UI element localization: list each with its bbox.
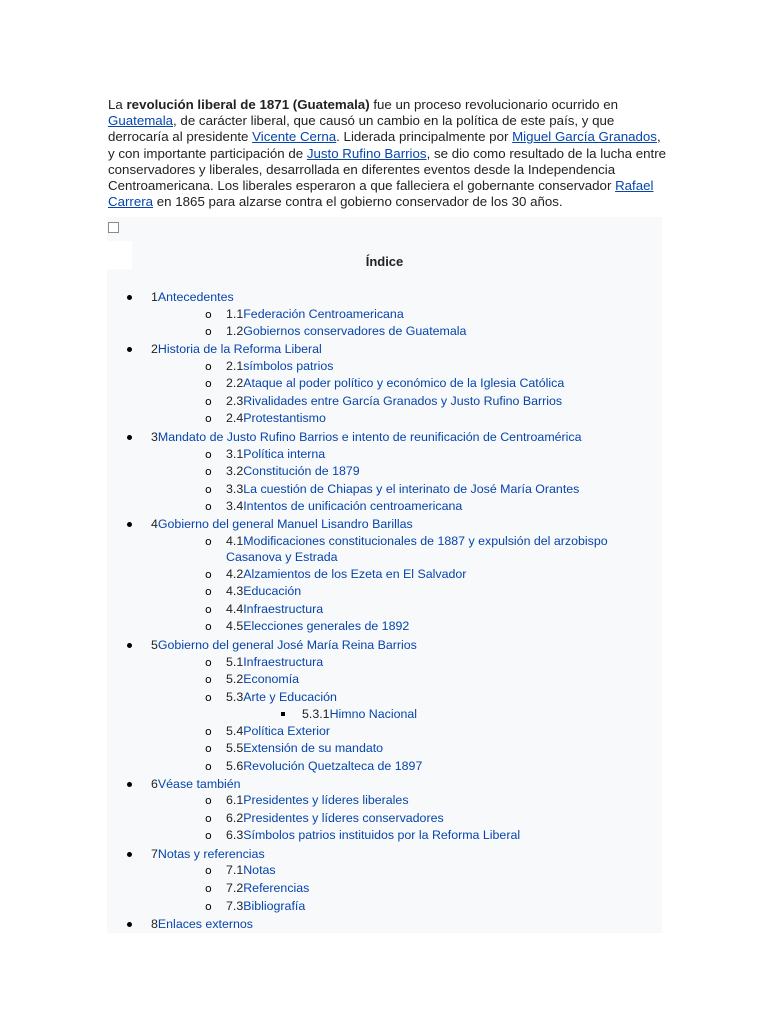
intro-paragraph xyxy=(108,97,668,210)
toc-item[interactable] xyxy=(226,810,444,826)
bullet-icon: o xyxy=(205,829,212,842)
bullet-icon: o xyxy=(205,656,212,669)
bullet-icon xyxy=(127,852,132,857)
bullet-icon xyxy=(127,435,132,440)
toc-item-number: 2.3 xyxy=(226,394,244,408)
toc-item[interactable] xyxy=(226,358,333,374)
bullet-icon xyxy=(281,712,285,716)
toc-item-number: 5.2 xyxy=(226,672,244,686)
toc-item[interactable] xyxy=(226,446,325,462)
bullet-icon: o xyxy=(205,325,212,338)
toc-item[interactable] xyxy=(226,898,305,914)
toc-item-link[interactable]: Política Exterior xyxy=(243,724,330,738)
bullet-icon: o xyxy=(205,535,212,548)
toc-item[interactable] xyxy=(226,740,383,756)
toc-item-link[interactable]: Presidentes y líderes liberales xyxy=(243,793,409,807)
toc-item[interactable] xyxy=(151,916,253,932)
bullet-icon: o xyxy=(205,377,212,390)
link-vicente-cerna[interactable]: Vicente Cerna xyxy=(252,129,337,145)
toc-item[interactable] xyxy=(226,498,462,514)
toc-item[interactable] xyxy=(226,566,466,582)
toc-item[interactable] xyxy=(151,289,234,305)
toc-item[interactable] xyxy=(226,306,404,322)
toc-item-link[interactable]: Federación Centroamericana xyxy=(243,307,404,321)
toc-item-number: 3 xyxy=(151,430,158,444)
toc-item-link[interactable]: Notas xyxy=(243,863,276,877)
bullet-icon xyxy=(127,782,132,787)
toc-item-link[interactable]: Arte y Educación xyxy=(243,690,337,704)
toc-item-link[interactable]: Rivalidades entre García Granados y Justo Rufino Barrios xyxy=(243,394,563,408)
intro-text: . Liderada principalmente por xyxy=(336,129,513,145)
toc-item[interactable] xyxy=(226,481,579,497)
toc-item-link[interactable]: Presidentes y líderes conservadores xyxy=(243,811,444,825)
link-miguel-garcia-granados[interactable]: Miguel García Granados xyxy=(512,129,657,145)
link-guatemala[interactable]: Guatemala xyxy=(108,113,174,129)
toc-item[interactable] xyxy=(226,827,520,843)
bullet-icon: o xyxy=(205,308,212,321)
intro-text: fue un proceso revolucionario ocurrido en xyxy=(369,97,618,112)
toc-item[interactable] xyxy=(151,429,582,445)
toc-item-link[interactable]: símbolos patrios xyxy=(243,359,334,373)
toc-item[interactable] xyxy=(151,637,417,653)
bullet-icon: o xyxy=(205,691,212,704)
bullet-icon: o xyxy=(205,794,212,807)
toc-item-number: 8 xyxy=(151,917,158,931)
toc-item-link[interactable]: Revolución Quetzalteca de 1897 xyxy=(243,759,423,773)
toc-item-link[interactable]: Historia de la Reforma Liberal xyxy=(157,342,322,356)
toc-item-number: 4.3 xyxy=(226,584,244,598)
toc-item-link[interactable]: Ataque al poder político y económico de la Iglesia Católica xyxy=(243,376,565,390)
toc-item-number: 1 xyxy=(151,290,158,304)
toc-item-number: 4.2 xyxy=(226,567,244,581)
toc-item-number: 6.3 xyxy=(226,828,244,842)
toc-item[interactable] xyxy=(226,393,562,409)
bullet-icon: o xyxy=(205,742,212,755)
bullet-icon xyxy=(127,347,132,352)
bullet-icon: o xyxy=(205,500,212,513)
toc-item-number: 5.1 xyxy=(226,655,244,669)
bullet-icon: o xyxy=(205,900,212,913)
toc-item[interactable] xyxy=(226,654,323,670)
intro-text: , se dio como resultado de la lucha entre conservadores y liberales, desarrollada en diferentes eventos desde la Independencia Centroamericana. Los liberales esperaron a que falleciera el gobernante conservador xyxy=(108,145,667,194)
toc-item-number: 6.1 xyxy=(226,793,244,807)
toc-item-number: 5.3 xyxy=(226,690,244,704)
intro-text: en 1865 para alzarse contra el gobierno conservador de los 30 años. xyxy=(153,194,563,210)
toc-item-link[interactable]: Enlaces externos xyxy=(157,917,253,931)
toc-item[interactable] xyxy=(226,583,301,599)
bullet-icon: o xyxy=(205,412,212,425)
bullet-icon: o xyxy=(205,603,212,616)
toc-item-number: 5.5 xyxy=(226,741,244,755)
toc-item-number: 4.5 xyxy=(226,619,244,633)
toc-item-link[interactable]: Elecciones generales de 1892 xyxy=(243,619,410,633)
toc-item[interactable] xyxy=(226,723,330,739)
toc-item-link[interactable]: Gobiernos conservadores de Guatemala xyxy=(243,324,467,338)
toc-item-number: 5 xyxy=(151,638,158,652)
toc-item[interactable] xyxy=(226,792,409,808)
toc-item-link[interactable]: Antecedentes xyxy=(157,290,234,304)
bullet-icon: o xyxy=(205,620,212,633)
bullet-icon: o xyxy=(205,360,212,373)
intro-text: , y con importante participación de xyxy=(108,129,661,161)
toc-item-link[interactable]: Educación xyxy=(243,584,302,598)
bullet-icon: o xyxy=(205,760,212,773)
toc-item-number: 4 xyxy=(151,517,158,531)
bullet-icon: o xyxy=(205,395,212,408)
toc-item-number: 3.2 xyxy=(226,464,244,478)
toc-item-link[interactable]: Modificaciones constitucionales de 1887 y expulsión del arzobispo xyxy=(243,534,608,548)
toc-item-number: 7.2 xyxy=(226,881,244,895)
toc-item-link[interactable]: Infraestructura xyxy=(243,602,324,616)
toc-item[interactable] xyxy=(226,463,360,479)
toc-item[interactable] xyxy=(226,862,276,878)
toc-item[interactable] xyxy=(226,671,299,687)
toc-item[interactable] xyxy=(302,706,417,722)
toc-item-number: 2.2 xyxy=(226,376,244,390)
bullet-icon xyxy=(127,643,132,648)
toc-item-number: 4.1 xyxy=(226,534,244,548)
toc-item-link[interactable]: Alzamientos de los Ezeta en El Salvador xyxy=(243,567,467,581)
toc-item[interactable] xyxy=(226,601,323,617)
toc-item-link[interactable]: Referencias xyxy=(243,881,310,895)
toc-item-link[interactable]: Himno Nacional xyxy=(329,707,418,721)
toc-item[interactable] xyxy=(226,375,564,391)
toc-item-number: 6 xyxy=(151,777,158,791)
link-rafael-carrera[interactable]: Rafael Carrera xyxy=(108,178,654,210)
toc-item[interactable] xyxy=(151,341,322,357)
bullet-icon: o xyxy=(205,585,212,598)
bullet-icon xyxy=(127,522,132,527)
bullet-icon: o xyxy=(205,673,212,686)
bullet-icon xyxy=(127,922,132,927)
toc-item-number: 7.1 xyxy=(226,863,244,877)
toc-item-link[interactable]: Intentos de unificación centroamericana xyxy=(243,499,463,513)
toc-item[interactable] xyxy=(226,533,608,565)
bullet-icon xyxy=(127,295,132,300)
toc-item-number: 6.2 xyxy=(226,811,244,825)
toc-item-link[interactable]: Símbolos patrios instituidos por la Reforma Liberal xyxy=(243,828,521,842)
toc-item-link[interactable]: Protestantismo xyxy=(243,411,326,425)
toc-toggle-checkbox[interactable] xyxy=(108,222,119,233)
toc-item[interactable] xyxy=(226,618,409,634)
toc-item-link[interactable]: Gobierno del general José María Reina Barrios xyxy=(157,638,417,652)
toc-item-number: 7.3 xyxy=(226,899,244,913)
toc-item-link[interactable]: Economía xyxy=(243,672,300,686)
toc-item-link[interactable]: Mandato de Justo Rufino Barrios e intento de reunificación de Centroamérica xyxy=(157,430,582,444)
toc-item-number: 3.4 xyxy=(226,499,244,513)
bullet-icon: o xyxy=(205,448,212,461)
toc-item-link[interactable]: Infraestructura xyxy=(243,655,324,669)
bullet-icon: o xyxy=(205,882,212,895)
toc-item[interactable] xyxy=(226,880,309,896)
link-justo-rufino-barrios[interactable]: Justo Rufino Barrios xyxy=(306,145,427,161)
toc-item-number: 7 xyxy=(151,847,158,861)
toc-item-number: 5.4 xyxy=(226,724,244,738)
toc-item-link[interactable]: Notas y referencias xyxy=(157,847,265,861)
bullet-icon: o xyxy=(205,465,212,478)
bullet-icon: o xyxy=(205,864,212,877)
toc-item-number: 2.1 xyxy=(226,359,244,373)
toc-item-number: 5.6 xyxy=(226,759,244,773)
intro-text: , de carácter liberal, que causó un cambio en la política de este país, y que derrocaría al presidente xyxy=(108,113,615,145)
bullet-icon: o xyxy=(205,483,212,496)
toc-item-number: 2.4 xyxy=(226,411,244,425)
bullet-icon: o xyxy=(205,568,212,581)
bullet-icon: o xyxy=(205,725,212,738)
toc-item-number: 2 xyxy=(151,342,158,356)
toc-item-link[interactable]: Constitución de 1879 xyxy=(243,464,360,478)
toc-item[interactable] xyxy=(151,516,413,532)
toc-item[interactable] xyxy=(226,323,466,339)
toc-item[interactable] xyxy=(226,410,326,426)
toc-item-link[interactable]: Política interna xyxy=(243,447,326,461)
toc-item-number: 1.2 xyxy=(226,324,244,338)
toc-item-number: 3.1 xyxy=(226,447,244,461)
toc-item-link[interactable]: La cuestión de Chiapas y el interinato de José María Orantes xyxy=(243,482,580,496)
bullet-icon: o xyxy=(205,812,212,825)
toc-item[interactable] xyxy=(226,689,337,705)
toc-item-number: 1.1 xyxy=(226,307,244,321)
toc-item[interactable] xyxy=(151,846,265,862)
toc-item-link[interactable]: Véase también xyxy=(157,777,241,791)
toc-item-link-continued[interactable]: Casanova y Estrada xyxy=(226,550,338,564)
toc-item[interactable] xyxy=(151,776,241,792)
toc-item-number: 5.3.1 xyxy=(302,707,330,721)
toc-item[interactable] xyxy=(226,758,422,774)
toc-item-link[interactable]: Gobierno del general Manuel Lisandro Barillas xyxy=(157,517,413,531)
toc-item-number: 3.3 xyxy=(226,482,244,496)
toc-item-number: 4.4 xyxy=(226,602,244,616)
intro-text: La xyxy=(108,97,127,112)
toc-item-link[interactable]: Extensión de su mandato xyxy=(243,741,384,755)
article-subject: revolución liberal de 1871 (Guatemala) xyxy=(126,97,370,112)
toc-item-link[interactable]: Bibliografía xyxy=(243,899,306,913)
toc-title: Índice xyxy=(365,254,404,269)
